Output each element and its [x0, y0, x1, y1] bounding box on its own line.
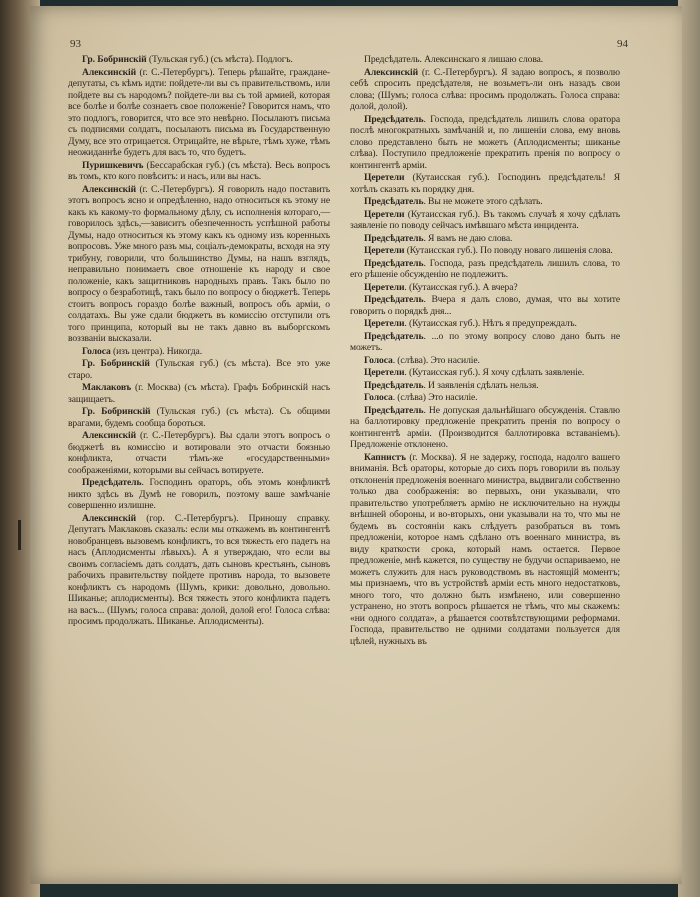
speech-paragraph — [350, 245, 620, 257]
speaker-name: Голоса — [364, 392, 393, 403]
speech-text: . ...о по этому вопросу слово дано быть не можетъ. — [350, 330, 620, 353]
speech-paragraph — [350, 54, 620, 66]
right-text-column — [350, 54, 620, 648]
speech-paragraph — [350, 67, 620, 113]
speech-text: (изъ центра). Никогда. — [110, 345, 203, 357]
speech-text: . (Кутаисская губ.). Нѣтъ я предупреждалъ. — [404, 318, 577, 329]
speech-paragraph — [68, 382, 330, 405]
speech-paragraph — [350, 172, 620, 195]
speech-paragraph — [350, 452, 620, 648]
speech-text: (Бессарабская губ.) (съ мѣста). Весь вопросъ въ томъ, кто кого повѣситъ: и насъ, или вы насъ. — [68, 159, 330, 182]
speech-text: (г. С.-Петербургъ). Я задаю вопросъ, я позволю себѣ спросить предсѣдателя, не возьметъ-ли онъ назадъ свои слова; (Шумъ; голоса слѣва: просимъ продолжать. Голоса справа: долой, долой). — [350, 66, 620, 112]
speech-text: (Кутаисская губ.). Господинъ предсѣдатель! Я хотѣлъ сказать къ порядку дня. — [350, 172, 620, 195]
speech-text: . (Кутаисская губ.). Я хочу сдѣлать заявленіе. — [404, 367, 585, 378]
speech-text: . Господа, предсѣдатель лишилъ слова оратора послѣ многократныхъ замѣчаній и, по лишеніи слова, ему вновь слово представлено быть не можетъ (Аплодисменты; шиканье слѣва). Поступило предложеніе прекратить пренія по вопросу о контингентѣ арміи. — [350, 113, 620, 171]
left-text-column — [68, 54, 330, 629]
page-number-left: 93 — [70, 38, 81, 50]
speech-text: (Кутаисская губ.). Въ такомъ случаѣ я хочу сдѣлать заявленіе по поводу сейчасъ имѣвшаго мѣста инцидента. — [350, 208, 620, 231]
speaker-name: Предсѣдатель — [364, 257, 424, 269]
speech-paragraph — [68, 160, 330, 183]
speech-paragraph — [350, 258, 620, 281]
speech-paragraph — [350, 233, 620, 245]
speech-paragraph — [350, 282, 620, 294]
speech-text: (г. С.-Петербургъ). Вы сдали этотъ вопросъ о бюджетѣ въ комиссію и вотировали это отчасти боязнью конфликта, отчасти тѣмъ-же «государственными» соображеніями, которыми вы сейчасъ вотируете. — [68, 430, 330, 476]
speech-text: (г. Москва) (съ мѣста). Графъ Бобринскій насъ защищаетъ. — [68, 382, 330, 405]
speaker-name: Капнистъ — [364, 451, 406, 463]
speaker-name: Пуришкевичъ — [82, 159, 144, 171]
speech-paragraph — [350, 318, 620, 330]
speech-paragraph — [350, 392, 620, 404]
speaker-name: Предсѣдатель — [364, 294, 424, 305]
speaker-name: Церетели — [364, 281, 405, 293]
speech-text: . Не допуская дальнѣйшаго обсужденія. Ставлю на баллотировку предложеніе прекратить пренія по вопросу о контингентѣ арміи. (Производится баллотировка вставаніемъ). Предложеніе отклонено. — [350, 404, 620, 450]
speaker-name: Церетели — [364, 367, 405, 378]
speaker-name: Предсѣдатель — [364, 196, 424, 207]
speech-paragraph — [68, 346, 330, 358]
speech-text: (гор. С.-Петербургъ). Приношу справку. Депутатъ Маклаковъ сказалъ: если мы откажемъ въ контингентѣ новобранцевъ вызовемъ конфликтъ, то вся тяжесть его падетъ на насъ (Аплодисменты лѣвыхъ). А я утверждаю, что если вы своимъ согласіемъ дать солдатъ, дать сыновъ крестьянъ, сыновъ рабочихъ правительству пойдете противъ народа, то вызовете конфликтъ съ народомъ (Шумъ, крики: довольно, довольно. Шиканье; аплодисменты). Вся тяжесть этого конфликта падетъ на васъ... (Шумъ; голоса справа: долой, долой его! Голоса слѣва: просимъ продолжать. Шиканье. Аплодисменты). — [68, 512, 330, 627]
speaker-name: Предсѣдатель — [364, 404, 424, 416]
speech-paragraph — [68, 358, 330, 381]
speech-text: . (слѣва) Это насиліе. — [392, 392, 478, 403]
page-number-right: 94 — [617, 38, 628, 50]
speech-text: . (слѣва). Это насиліе. — [392, 354, 480, 366]
speaker-name: Голоса — [82, 345, 111, 357]
speech-text: (Кутаисская губ.). По поводу новаго лишенія слова. — [404, 245, 613, 256]
speech-text: . (Кутаисская губ.). А вчера? — [404, 281, 518, 293]
speech-paragraph — [68, 54, 330, 66]
speech-paragraph — [350, 196, 620, 208]
speaker-name: Алексинскій — [82, 66, 137, 78]
speech-paragraph — [68, 67, 330, 159]
speech-paragraph — [350, 331, 620, 354]
speaker-name: Церетели — [364, 208, 405, 220]
speaker-name: Алексинскій — [82, 512, 137, 524]
document-page — [30, 6, 682, 884]
speaker-name: Гр. Бобринскій — [82, 406, 151, 417]
speech-text: (Тульская губ.) (съ мѣста). Подлогъ. — [146, 54, 293, 65]
speech-text: (г. С.-Петербургъ). Теперь рѣшайте, граждане-депутаты, съ кѣмъ идти: пойдете-ли вы съ правительствомъ, или пойдете вы съ народомъ? пойдете-ли вы съ той армией, которая все болѣе и болѣе сознаетъ свое положеніе? Говорится намъ, что это подлогъ, говорится, что все это невѣрно. Посылаютъ письма съ подписями солдатъ, посылаютъ письма въ Государственную Думу, все это отрицается. Отрицайте, не вѣрьте, тѣмъ хуже, тѣмъ неожиданнѣе будетъ для васъ то, что будетъ. — [68, 66, 330, 158]
speaker-name: Церетели — [364, 172, 405, 183]
speaker-name: Гр. Бобринскій — [82, 54, 147, 65]
speech-paragraph — [68, 477, 330, 512]
speaker-name: Церетели — [364, 245, 405, 256]
speech-paragraph — [350, 114, 620, 172]
speaker-name: Голоса — [364, 354, 393, 366]
speech-paragraph — [350, 355, 620, 367]
speech-paragraph — [68, 406, 330, 429]
speech-paragraph — [68, 430, 330, 476]
speech-paragraph — [350, 294, 620, 317]
speech-text: (Тульская губ.) (съ мѣста). Все это уже старо. — [68, 358, 330, 381]
speaker-name: Гр. Бобринскій — [82, 358, 150, 369]
speech-paragraph — [350, 209, 620, 232]
speaker-name: Алексинскій — [82, 183, 137, 195]
speech-paragraph — [350, 405, 620, 451]
speech-text: . Господинъ ораторъ, объ этомъ конфликтѣ никто здѣсь въ Думѣ не говорилъ, поэтому ваше замѣчаніе совершенно излишне. — [68, 477, 330, 511]
speech-text: . И заявленія сдѣлать нельзя. — [423, 379, 539, 391]
speech-text: . Господа, разъ предсѣдатель лишилъ слова, то его рѣшеніе обсужденію не подлежитъ. — [350, 257, 620, 280]
speech-text: (Тульская губ.) (съ мѣста). Съ общими врагами, будемъ сообща бороться. — [68, 406, 330, 429]
speech-text: . Вчера я далъ слово, думая, что вы хотите говорить о порядкѣ дня... — [350, 294, 620, 317]
speaker-name: Алексинскій — [364, 66, 419, 78]
speech-text: (г. Москва). Я не задержу, господа, надолго вашего вниманія. Всѣ ораторы, которые до сихъ поръ говорили въ пользу отклоненія предложенія военнаго министра, выдвигали собственно только два соображенія: во первыхъ, они указывали, что правительство употребляетъ армію не исключительно на нужды внѣшней обороны, и во-вторыхъ, они указывали на то, что мы не будемъ въ состояніи какъ слѣдуетъ разобраться въ томъ предложеніи, которое намъ сдѣлано отъ военнаго министра, въ виду краткости срока, который намъ остается. Первое предложеніе, мнѣ кажется, по существу не будучи оспариваемо, не можетъ служить для насъ руководствомъ въ настоящій моментъ; мы признаемъ, что въ устройствѣ арміи есть много недостатковъ, много того, что должно быть измѣнено, или совершенно устранено, но этотъ вопросъ рѣшается не тѣмъ, что мы скажемъ: «ни одного солдата», а рѣшается соотвѣтствующими реформами. Господа, правительство не одними солдатами пользуется для цѣлей, нужныхъ въ — [350, 451, 620, 647]
speech-paragraph — [350, 380, 620, 392]
speaker-name: Предсѣдатель — [364, 232, 424, 244]
speaker-name: Маклаковъ — [82, 382, 132, 393]
speech-text: Предсѣдатель. Алексинскаго я лишаю слова. — [364, 54, 544, 65]
speech-paragraph — [68, 184, 330, 345]
speech-paragraph — [68, 513, 330, 628]
speaker-name: Предсѣдатель — [364, 113, 424, 125]
speech-text: (г. С.-Петербургъ). Я говорилъ надо поставить этотъ вопросъ ясно и опредѣленно, надо относиться къ этому не какъ къ какому-то формальному дѣлу, съ исполненія котораго,—говорилось здѣсь,—зависитъ обезпеченность успѣшной работы Думы, надо относиться къ этому какъ къ одному изъ коренныхъ вопросовъ. Уже много разъ мы, соціалъ-демократы, всходя на эту трибуну, говорили, что большинство Думы, на нашъ взглядъ, неправильно понимаетъ свое отношеніе къ народу и свое положеніе, какъ защитниковъ народныхъ правъ. Такъ было по вопросу о безработицѣ, такъ было по вопросу о бюджетѣ. Теперь стоитъ вопросъ гораздо болѣе важный, вопросъ объ арміи, о солдатахъ. Вы уже сдали бюджетъ въ комиссію отступили отъ того принципа, который вы не такъ давно въ выборгскомъ воззваніи высказали. — [68, 183, 330, 344]
speaker-name: Алексинскій — [82, 430, 137, 441]
speaker-name: Предсѣдатель — [82, 477, 142, 488]
speech-text: . Вы не можете этого сдѣлать. — [423, 196, 543, 207]
speech-paragraph — [350, 367, 620, 379]
speaker-name: Предсѣдатель — [364, 379, 424, 391]
speaker-name: Церетели — [364, 318, 405, 329]
speaker-name: Предсѣдатель — [364, 330, 424, 342]
binding-thread — [18, 520, 21, 550]
speech-text: . Я вамъ не даю слова. — [423, 232, 513, 244]
